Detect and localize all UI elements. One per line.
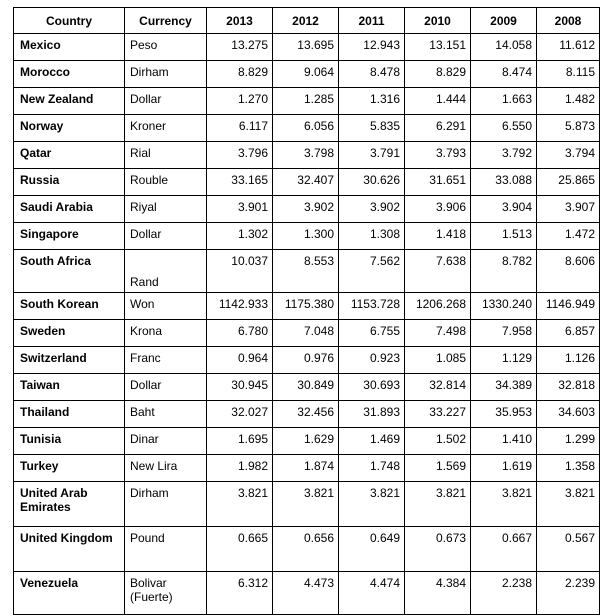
rate-cell: 0.673 — [405, 527, 471, 572]
currency-cell: Dollar — [125, 374, 207, 401]
rate-cell: 1.663 — [471, 88, 537, 115]
rate-cell: 1.444 — [405, 88, 471, 115]
header-currency: Currency — [125, 8, 207, 34]
rate-cell: 3.821 — [273, 482, 339, 527]
currency-cell: Rouble — [125, 169, 207, 196]
rate-cell: 4.473 — [273, 572, 339, 615]
rate-cell: 33.227 — [405, 401, 471, 428]
rate-cell: 1.308 — [339, 223, 405, 250]
table-row — [14, 293, 600, 320]
table-row — [14, 250, 600, 293]
rate-cell: 6.312 — [207, 572, 273, 615]
rate-cell: 6.291 — [405, 115, 471, 142]
exchange-rate-table — [13, 7, 600, 615]
currency-cell: Dinar — [125, 428, 207, 455]
country-cell: Russia — [14, 169, 125, 196]
currency-cell: Baht — [125, 401, 207, 428]
rate-cell: 6.550 — [471, 115, 537, 142]
rate-cell: 10.037 — [207, 250, 273, 293]
currency-cell: Franc — [125, 347, 207, 374]
table-row — [14, 428, 600, 455]
rate-cell: 25.865 — [537, 169, 600, 196]
rate-cell: 12.943 — [339, 34, 405, 61]
rate-cell: 9.064 — [273, 61, 339, 88]
rate-cell: 1.569 — [405, 455, 471, 482]
table-row — [14, 196, 600, 223]
rate-cell: 1.302 — [207, 223, 273, 250]
rate-cell: 3.796 — [207, 142, 273, 169]
rate-cell: 13.695 — [273, 34, 339, 61]
country-cell: Sweden — [14, 320, 125, 347]
currency-cell: Dollar — [125, 88, 207, 115]
rate-cell: 1.482 — [537, 88, 600, 115]
rate-cell: 7.958 — [471, 320, 537, 347]
country-cell: Qatar — [14, 142, 125, 169]
header-2011: 2011 — [339, 8, 405, 34]
rate-cell: 3.798 — [273, 142, 339, 169]
rate-cell: 7.498 — [405, 320, 471, 347]
rate-cell: 1.299 — [537, 428, 600, 455]
rate-cell: 30.693 — [339, 374, 405, 401]
rate-cell: 8.606 — [537, 250, 600, 293]
rate-cell: 32.027 — [207, 401, 273, 428]
country-cell: Singapore — [14, 223, 125, 250]
rate-cell: 3.907 — [537, 196, 600, 223]
rate-cell: 1330.240 — [471, 293, 537, 320]
country-cell: Norway — [14, 115, 125, 142]
rate-cell: 8.115 — [537, 61, 600, 88]
header-2009: 2009 — [471, 8, 537, 34]
rate-cell: 1.129 — [471, 347, 537, 374]
currency-cell: Won — [125, 293, 207, 320]
header-2010: 2010 — [405, 8, 471, 34]
table-row — [14, 401, 600, 428]
rate-cell: 30.945 — [207, 374, 273, 401]
rate-cell: 8.553 — [273, 250, 339, 293]
country-cell: Thailand — [14, 401, 125, 428]
rate-cell: 3.821 — [537, 482, 600, 527]
header-row — [14, 8, 600, 34]
rate-cell: 3.906 — [405, 196, 471, 223]
currency-cell: New Lira — [125, 455, 207, 482]
rate-cell: 1.410 — [471, 428, 537, 455]
rate-cell: 1.469 — [339, 428, 405, 455]
rate-cell: 1.316 — [339, 88, 405, 115]
rate-cell: 1.358 — [537, 455, 600, 482]
rate-cell: 1206.268 — [405, 293, 471, 320]
rate-cell: 4.384 — [405, 572, 471, 615]
table-row — [14, 34, 600, 61]
table-row — [14, 455, 600, 482]
rate-cell: 33.088 — [471, 169, 537, 196]
country-cell: South Korean — [14, 293, 125, 320]
rate-cell: 7.562 — [339, 250, 405, 293]
rate-cell: 32.814 — [405, 374, 471, 401]
rate-cell: 3.902 — [339, 196, 405, 223]
country-cell: Morocco — [14, 61, 125, 88]
country-cell: Tunisia — [14, 428, 125, 455]
currency-cell: Krona — [125, 320, 207, 347]
currency-cell: Rand — [125, 250, 207, 293]
rate-cell: 6.117 — [207, 115, 273, 142]
rate-cell: 4.474 — [339, 572, 405, 615]
rate-cell: 7.638 — [405, 250, 471, 293]
rate-cell: 1.874 — [273, 455, 339, 482]
rate-cell: 3.821 — [339, 482, 405, 527]
country-cell: Mexico — [14, 34, 125, 61]
rate-cell: 3.791 — [339, 142, 405, 169]
rate-cell: 1142.933 — [207, 293, 273, 320]
rate-cell: 3.904 — [471, 196, 537, 223]
table-row — [14, 61, 600, 88]
table-row — [14, 320, 600, 347]
rate-cell: 3.794 — [537, 142, 600, 169]
rate-cell: 1.300 — [273, 223, 339, 250]
country-cell: South Africa — [14, 250, 125, 293]
rate-cell: 7.048 — [273, 320, 339, 347]
table-row — [14, 115, 600, 142]
rate-cell: 1.748 — [339, 455, 405, 482]
table-row — [14, 88, 600, 115]
rate-cell: 3.792 — [471, 142, 537, 169]
rate-cell: 35.953 — [471, 401, 537, 428]
rate-cell: 8.478 — [339, 61, 405, 88]
rate-cell: 33.165 — [207, 169, 273, 196]
rate-cell: 1.418 — [405, 223, 471, 250]
table-row — [14, 374, 600, 401]
rate-cell: 6.857 — [537, 320, 600, 347]
rate-cell: 34.389 — [471, 374, 537, 401]
rate-cell: 0.665 — [207, 527, 273, 572]
header-2008: 2008 — [537, 8, 600, 34]
table-row — [14, 347, 600, 374]
rate-cell: 3.821 — [405, 482, 471, 527]
rate-cell: 0.976 — [273, 347, 339, 374]
rate-cell: 8.782 — [471, 250, 537, 293]
country-cell: Saudi Arabia — [14, 196, 125, 223]
currency-cell: Dirham — [125, 61, 207, 88]
rate-cell: 13.275 — [207, 34, 273, 61]
rate-cell: 1175.380 — [273, 293, 339, 320]
rate-cell: 1.126 — [537, 347, 600, 374]
rate-cell: 13.151 — [405, 34, 471, 61]
rate-cell: 1.502 — [405, 428, 471, 455]
rate-cell: 8.829 — [207, 61, 273, 88]
currency-cell: Kroner — [125, 115, 207, 142]
currency-cell: Bolivar (Fuerte) — [125, 572, 207, 615]
country-cell: Taiwan — [14, 374, 125, 401]
rate-cell: 0.964 — [207, 347, 273, 374]
table-row — [14, 169, 600, 196]
currency-cell: Dollar — [125, 223, 207, 250]
rate-cell: 14.058 — [471, 34, 537, 61]
rate-cell: 1.619 — [471, 455, 537, 482]
rate-cell: 2.239 — [537, 572, 600, 615]
rate-cell: 6.780 — [207, 320, 273, 347]
rate-cell: 1.285 — [273, 88, 339, 115]
table-row — [14, 142, 600, 169]
rate-cell: 1.513 — [471, 223, 537, 250]
rate-cell: 1.695 — [207, 428, 273, 455]
rate-cell: 0.667 — [471, 527, 537, 572]
rate-cell: 6.755 — [339, 320, 405, 347]
header-country: Country — [14, 8, 125, 34]
rate-cell: 3.902 — [273, 196, 339, 223]
table-row — [14, 527, 600, 572]
rate-cell: 3.793 — [405, 142, 471, 169]
currency-cell: Peso — [125, 34, 207, 61]
rate-cell: 11.612 — [537, 34, 600, 61]
rate-cell: 5.873 — [537, 115, 600, 142]
rate-cell: 32.818 — [537, 374, 600, 401]
country-cell: United Kingdom — [14, 527, 125, 572]
rate-cell: 3.821 — [471, 482, 537, 527]
table-row — [14, 572, 600, 615]
rate-cell: 34.603 — [537, 401, 600, 428]
rate-cell: 1.270 — [207, 88, 273, 115]
rate-cell: 30.626 — [339, 169, 405, 196]
rate-cell: 2.238 — [471, 572, 537, 615]
country-cell: Venezuela — [14, 572, 125, 615]
rate-cell: 31.893 — [339, 401, 405, 428]
rate-cell: 1.629 — [273, 428, 339, 455]
header-2013: 2013 — [207, 8, 273, 34]
country-cell: Turkey — [14, 455, 125, 482]
rate-cell: 8.474 — [471, 61, 537, 88]
currency-cell: Rial — [125, 142, 207, 169]
rate-cell: 31.651 — [405, 169, 471, 196]
rate-cell: 0.567 — [537, 527, 600, 572]
currency-cell: Dirham — [125, 482, 207, 527]
rate-cell: 0.656 — [273, 527, 339, 572]
rate-cell: 5.835 — [339, 115, 405, 142]
rate-cell: 1153.728 — [339, 293, 405, 320]
currency-cell: Pound — [125, 527, 207, 572]
rate-cell: 3.821 — [207, 482, 273, 527]
rate-cell: 6.056 — [273, 115, 339, 142]
table-row — [14, 482, 600, 527]
rate-cell: 3.901 — [207, 196, 273, 223]
currency-cell: Riyal — [125, 196, 207, 223]
rate-cell: 8.829 — [405, 61, 471, 88]
rate-cell: 1.472 — [537, 223, 600, 250]
rate-cell: 32.456 — [273, 401, 339, 428]
country-cell: United Arab Emirates — [14, 482, 125, 527]
rate-cell: 0.649 — [339, 527, 405, 572]
rate-cell: 1.085 — [405, 347, 471, 374]
country-cell: New Zealand — [14, 88, 125, 115]
country-cell: Switzerland — [14, 347, 125, 374]
table-row — [14, 223, 600, 250]
rate-cell: 1146.949 — [537, 293, 600, 320]
rate-cell: 0.923 — [339, 347, 405, 374]
rate-cell: 32.407 — [273, 169, 339, 196]
header-2012: 2012 — [273, 8, 339, 34]
rate-cell: 30.849 — [273, 374, 339, 401]
rate-cell: 1.982 — [207, 455, 273, 482]
